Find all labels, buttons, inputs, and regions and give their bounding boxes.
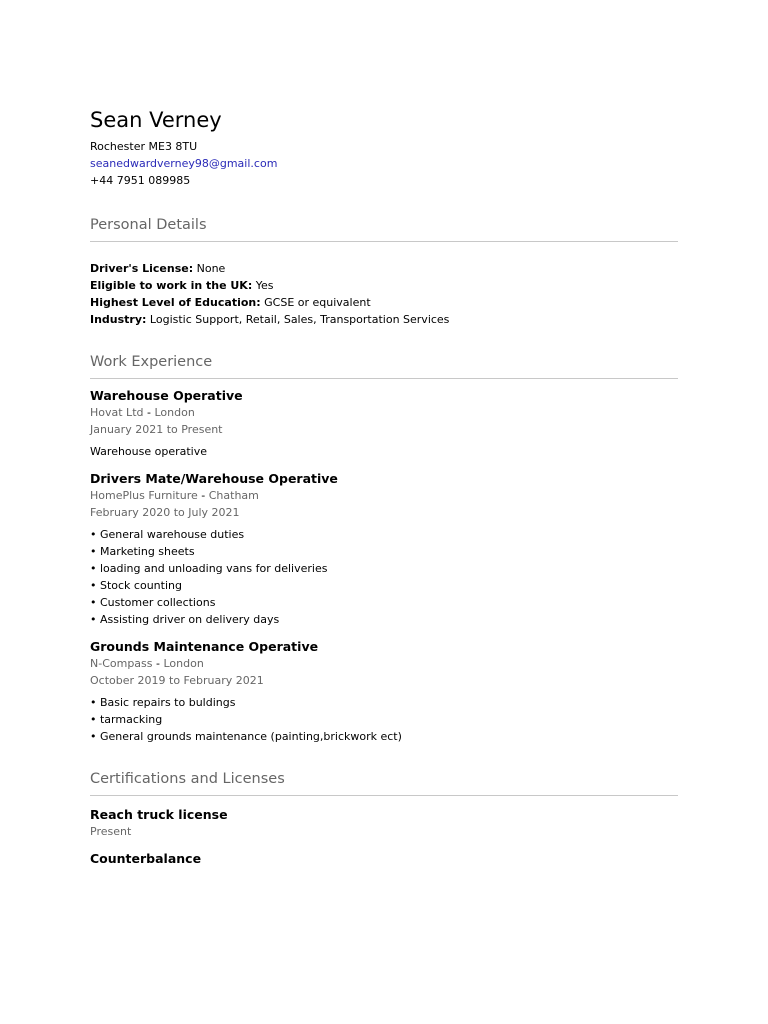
certification-entry (90, 850, 678, 867)
detail-label: Eligible to work in the UK: (90, 279, 253, 292)
certification-title: Reach truck license (90, 807, 228, 822)
detail-value: GCSE or equivalent (260, 296, 371, 309)
certifications-section (90, 769, 678, 867)
job-location: Chatham (208, 489, 259, 502)
job-location: London (154, 406, 195, 419)
candidate-location: Rochester ME3 8TU (90, 140, 198, 153)
section-heading-personal-details: Personal Details (90, 215, 678, 242)
job-dates: October 2019 to February 2021 (90, 674, 264, 687)
job-description-line: • Marketing sheets (90, 545, 195, 558)
job-employer (90, 655, 678, 672)
job-company: N-Compass (90, 657, 153, 670)
job-title: Grounds Maintenance Operative (90, 639, 319, 654)
personal-detail-drivers-license (90, 260, 678, 277)
job-dates: January 2021 to Present (90, 423, 223, 436)
job-description-line: • tarmacking (90, 713, 163, 726)
job-description-line: • Assisting driver on delivery days (90, 613, 280, 626)
certification-title: Counterbalance (90, 851, 202, 866)
certification-entry (90, 806, 678, 840)
job-description-line: • General warehouse duties (90, 528, 245, 541)
job-entry (90, 387, 678, 460)
personal-details-section (90, 215, 678, 328)
job-location: London (163, 657, 204, 670)
job-description-line: • loading and unloading vans for deliveries (90, 562, 328, 575)
candidate-email-link[interactable]: seanedwardverney98@gmail.com (90, 157, 278, 170)
personal-detail-eligible-uk (90, 277, 678, 294)
detail-label: Industry: (90, 313, 147, 326)
job-description-line: • Customer collections (90, 596, 216, 609)
job-separator: - (197, 489, 209, 502)
job-title: Warehouse Operative (90, 388, 243, 403)
candidate-name: Sean Verney (90, 108, 222, 132)
personal-detail-industry (90, 311, 678, 328)
detail-label: Highest Level of Education: (90, 296, 261, 309)
job-entry (90, 638, 678, 745)
detail-label: Driver's License: (90, 262, 194, 275)
job-description (90, 526, 678, 628)
contact-header (90, 106, 678, 189)
section-heading-work-experience: Work Experience (90, 352, 678, 379)
resume-page (90, 106, 678, 877)
job-separator: - (143, 406, 155, 419)
detail-value: None (193, 262, 226, 275)
certification-status: Present (90, 825, 132, 838)
job-separator: - (152, 657, 164, 670)
job-description (90, 443, 678, 460)
job-description (90, 694, 678, 745)
job-company: HomePlus Furniture (90, 489, 198, 502)
section-heading-certifications: Certifications and Licenses (90, 769, 678, 796)
detail-value: Yes (252, 279, 274, 292)
job-description-line: Warehouse operative (90, 445, 208, 458)
job-company: Hovat Ltd (90, 406, 144, 419)
job-entry (90, 470, 678, 628)
job-employer (90, 404, 678, 421)
job-description-line: • General grounds maintenance (painting,brickwork ect) (90, 730, 402, 743)
job-description-line: • Basic repairs to buldings (90, 696, 236, 709)
personal-detail-education (90, 294, 678, 311)
job-employer (90, 487, 678, 504)
detail-value: Logistic Support, Retail, Sales, Transportation Services (146, 313, 450, 326)
candidate-phone: +44 7951 089985 (90, 174, 191, 187)
job-dates: February 2020 to July 2021 (90, 506, 240, 519)
work-experience-section (90, 352, 678, 745)
job-title: Drivers Mate/Warehouse Operative (90, 471, 338, 486)
job-description-line: • Stock counting (90, 579, 182, 592)
